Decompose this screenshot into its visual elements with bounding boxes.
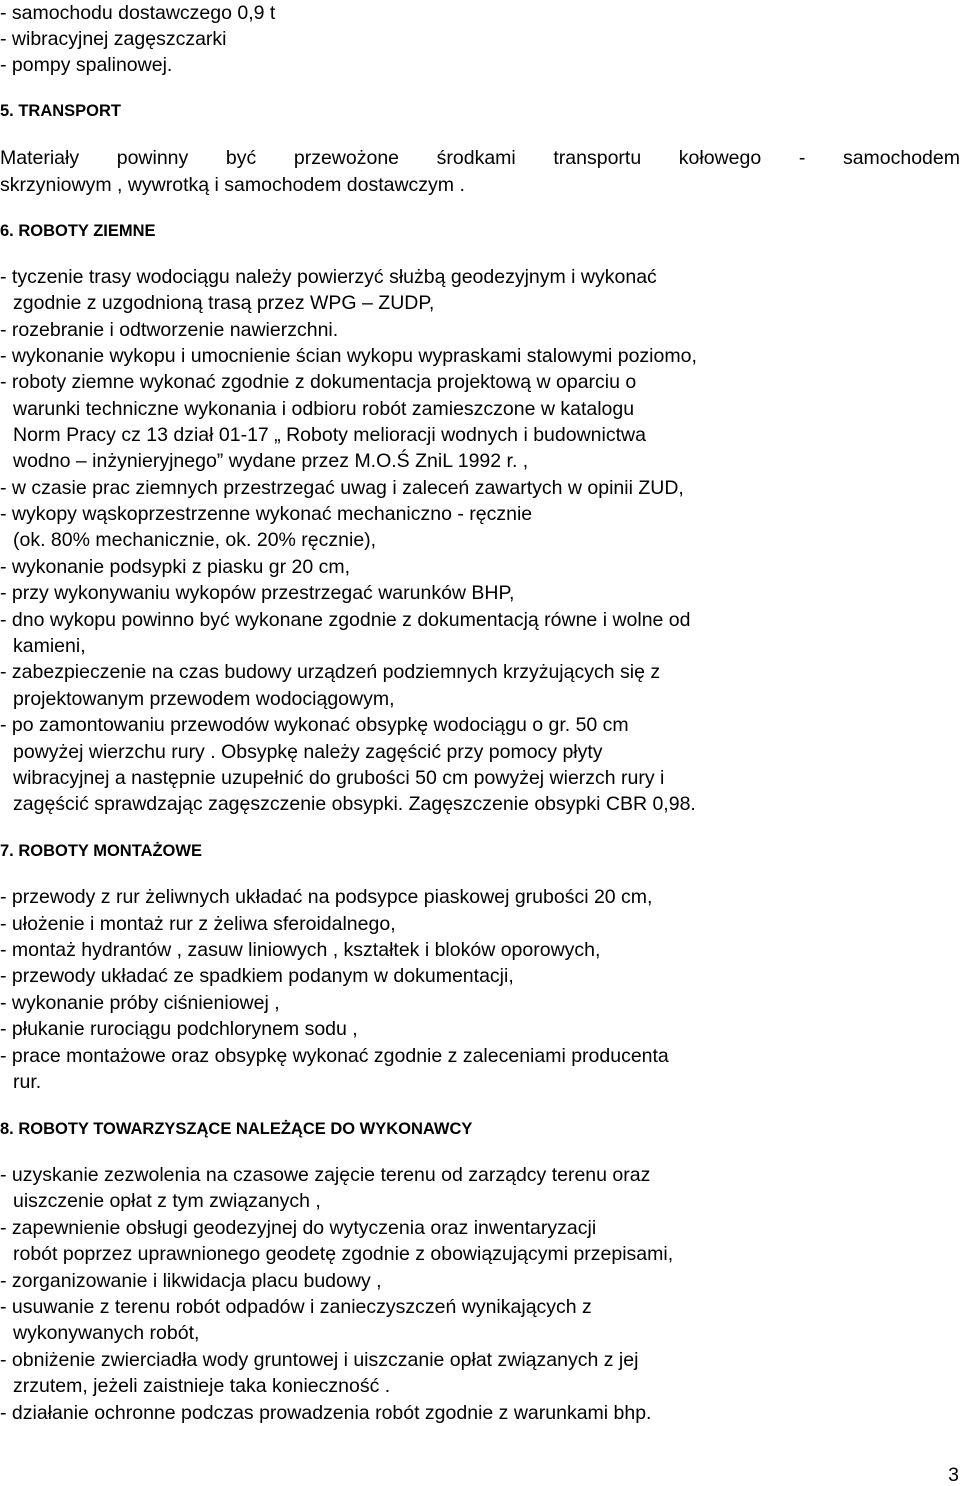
list-item-continuation: wodno – inżynieryjnego” wydane przez M.O.Ś ZniL 1992 r. , — [13, 450, 529, 472]
list-item-continuation: powyżej wierzchu rury . Obsypkę należy zagęścić przy pomocy płyty — [13, 741, 603, 763]
list-item-continuation: (ok. 80% mechanicznie, ok. 20% ręcznie), — [13, 529, 377, 551]
list-item-continuation: uiszczenie opłat z tym związanych , — [13, 1190, 321, 1212]
list-item-continuation: wykonywanych robót, — [13, 1322, 200, 1344]
list-item: - montaż hydrantów , zasuw liniowych , kształtek i bloków oporowych, — [0, 939, 601, 961]
list-item: - po zamontowaniu przewodów wykonać obsypkę wodociągu o gr. 50 cm — [0, 714, 629, 736]
paragraph-line: skrzyniowym , wywrotką i samochodem dostawczym . — [0, 174, 465, 196]
list-item-continuation: robót poprzez uprawnionego geodetę zgodnie z obowiązującymi przepisami, — [13, 1243, 674, 1265]
list-item: - przewody z rur żeliwnych układać na podsypce piaskowej grubości 20 cm, — [0, 886, 653, 908]
list-item: - zabezpieczenie na czas budowy urządzeń podziemnych krzyżujących się z — [0, 661, 661, 683]
section-heading-earthworks: 6. ROBOTY ZIEMNE — [0, 222, 156, 240]
list-item-continuation: rur. — [13, 1071, 42, 1093]
section-heading-assembly: 7. ROBOTY MONTAŻOWE — [0, 842, 202, 860]
list-item: - dno wykopu powinno być wykonane zgodnie z dokumentacją równe i wolne od — [0, 609, 691, 631]
page-number: 3 — [948, 1464, 959, 1486]
list-item: - w czasie prac ziemnych przestrzegać uwag i zaleceń zawartych w opinii ZUD, — [0, 477, 684, 499]
list-item-continuation: wibracyjnej a następnie uzupełnić do grubości 50 cm powyżej wierzch rury i — [13, 767, 665, 789]
list-item-continuation: projektowanym przewodem wodociągowym, — [13, 688, 395, 710]
list-item: - płukanie rurociągu podchlorynem sodu , — [0, 1018, 358, 1040]
list-item: - prace montażowe oraz obsypkę wykonać zgodnie z zaleceniami producenta — [0, 1045, 669, 1067]
list-item: - działanie ochronne podczas prowadzenia robót zgodnie z warunkami bhp. — [0, 1402, 652, 1424]
list-item: - usuwanie z terenu robót odpadów i zanieczyszczeń wynikających z — [0, 1296, 592, 1318]
list-item: - wykonanie próby ciśnieniowej , — [0, 992, 280, 1014]
list-item: - roboty ziemne wykonać zgodnie z dokumentacja projektową w oparciu o — [0, 371, 637, 393]
list-item: - wykopy wąskoprzestrzenne wykonać mechaniczno - ręcznie — [0, 503, 533, 525]
list-item: - przewody układać ze spadkiem podanym w dokumentacji, — [0, 965, 514, 987]
list-item: - pompy spalinowej. — [0, 54, 173, 76]
list-item: - przy wykonywaniu wykopów przestrzegać warunków BHP, — [0, 582, 515, 604]
list-item-continuation: zagęścić sprawdzając zagęszczenie obsypki. Zagęszczenie obsypki CBR 0,98. — [13, 793, 696, 815]
section-heading-transport: 5. TRANSPORT — [0, 102, 122, 120]
list-item: - ułożenie i montaż rur z żeliwa sferoidalnego, — [0, 913, 396, 935]
list-item: - obniżenie zwierciadła wody gruntowej i uiszczanie opłat związanych z jej — [0, 1349, 639, 1371]
list-item-continuation: zgodnie z uzgodnioną trasą przez WPG – ZUDP, — [13, 292, 435, 314]
list-item: - rozebranie i odtworzenie nawierzchni. — [0, 319, 339, 341]
list-item: - tyczenie trasy wodociągu należy powierzyć służbą geodezyjnym i wykonać — [0, 266, 657, 288]
list-item-continuation: warunki techniczne wykonania i odbioru robót zamieszczone w katalogu — [13, 398, 635, 420]
section-heading-accompanying-works: 8. ROBOTY TOWARZYSZĄCE NALEŻĄCE DO WYKONAWCY — [0, 1120, 473, 1138]
list-item-continuation: Norm Pracy cz 13 dział 01-17 „ Roboty melioracji wodnych i budownictwa — [13, 424, 646, 446]
list-item: - zorganizowanie i likwidacja placu budowy , — [0, 1270, 382, 1292]
list-item: - samochodu dostawczego 0,9 t — [0, 2, 276, 24]
list-item: - zapewnienie obsługi geodezyjnej do wytyczenia oraz inwentaryzacji — [0, 1217, 597, 1239]
list-item-continuation: zrzutem, jeżeli zaistnieje taka konieczność . — [13, 1375, 391, 1397]
list-item: - uzyskanie zezwolenia na czasowe zajęcie terenu od zarządcy terenu oraz — [0, 1164, 651, 1186]
list-item-continuation: kamieni, — [13, 635, 86, 657]
list-item: - wibracyjnej zagęszczarki — [0, 28, 227, 50]
paragraph-line: Materiały powinny być przewożone środkami transportu kołowego - samochodem — [0, 147, 960, 169]
list-item: - wykonanie podsypki z piasku gr 20 cm, — [0, 556, 351, 578]
list-item: - wykonanie wykopu i umocnienie ścian wykopu wypraskami stalowymi poziomo, — [0, 345, 697, 367]
